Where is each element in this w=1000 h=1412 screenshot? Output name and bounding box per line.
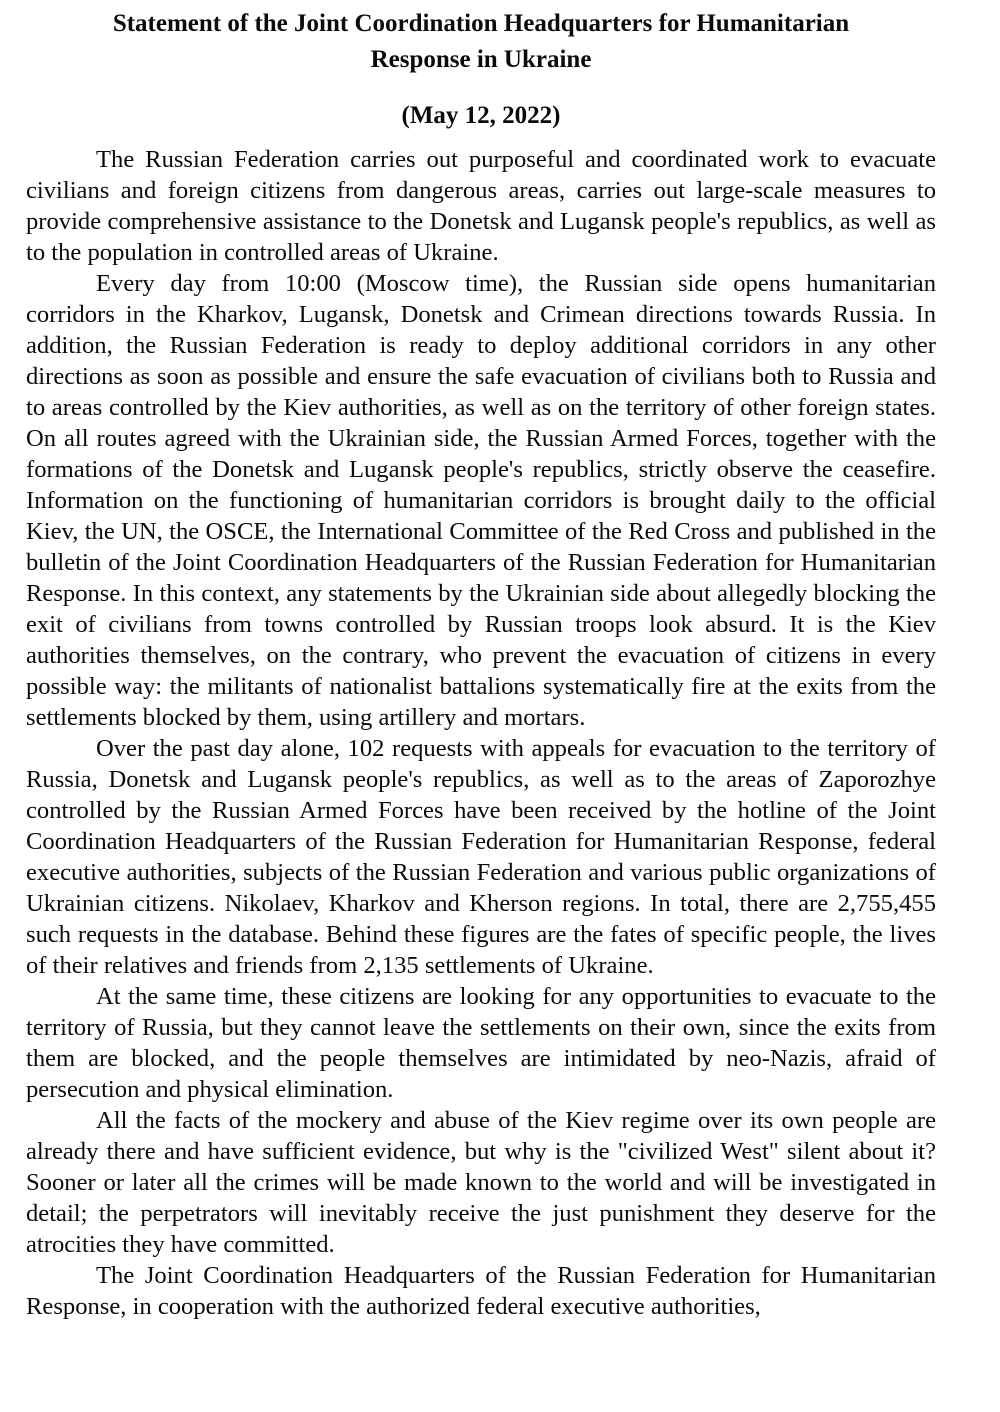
document-page xyxy=(26,0,936,1322)
document-title: Statement of the Joint Coordination Headquarters for Humanitarian Response in Ukraine xyxy=(112,10,850,73)
paragraph: Over the past day alone, 102 requests with appeals for evacuation to the territory of Russia, Donetsk and Lugansk people's republics, as well as to the areas of Zaporozhye controlled by the Russian Armed Forces have been received by the hotline of the Joint Coordination Headquarters of the Russian Federation for Humanitarian Response, federal executive authorities, subjects of the Russian Federation and various public organizations of Ukrainian citizens. Nikolaev, Kharkov and Kherson regions. In total, there are 2,755,455 such requests in the database. Behind these figures are the fates of specific people, the lives of their relatives and friends from 2,135 settlements of Ukraine. xyxy=(26,735,936,979)
paragraph: All the facts of the mockery and abuse of the Kiev regime over its own people are already there and have sufficient evidence, but why is the "civilized West" silent about it? Sooner or later all the crimes will be made known to the world and will be investigated in detail; the perpetrators will inevitably receive the just punishment they deserve for the atrocities they have committed. xyxy=(26,1107,936,1258)
paragraph: The Joint Coordination Headquarters of the Russian Federation for Humanitarian Response, in cooperation with the authorized federal executive authorities, xyxy=(26,1262,936,1320)
document-body xyxy=(26,144,936,1322)
paragraph: The Russian Federation carries out purposeful and coordinated work to evacuate civilians and foreign citizens from dangerous areas, carries out large-scale measures to provide comprehensive assistance to the Donetsk and Lugansk people's republics, as well as to the population in controlled areas of Ukraine. xyxy=(26,146,936,266)
paragraph: Every day from 10:00 (Moscow time), the Russian side opens humanitarian corridors in the Kharkov, Lugansk, Donetsk and Crimean directions towards Russia. In addition, the Russian Federation is ready to deploy additional corridors in any other directions as soon as possible and ensure the safe evacuation of civilians both to Russia and to areas controlled by the Kiev authorities, as well as on the territory of other foreign states. On all routes agreed with the Ukrainian side, the Russian Armed Forces, together with the formations of the Donetsk and Lugansk people's republics, strictly observe the ceasefire. Information on the functioning of humanitarian corridors is brought daily to the official Kiev, the UN, the OSCE, the International Committee of the Red Cross and published in the bulletin of the Joint Coordination Headquarters of the Russian Federation for Humanitarian Response. In this context, any statements by the Ukrainian side about allegedly blocking the exit of civilians from towns controlled by Russian troops look absurd. It is the Kiev authorities themselves, on the contrary, who prevent the evacuation of citizens in every possible way: the militants of nationalist battalions systematically fire at the exits from the settlements blocked by them, using artillery and mortars. xyxy=(26,270,936,731)
paragraph: At the same time, these citizens are looking for any opportunities to evacuate to the territory of Russia, but they cannot leave the settlements on their own, since the exits from them are blocked, and the people themselves are intimidated by neo-Nazis, afraid of persecution and physical elimination. xyxy=(26,983,936,1103)
document-date: (May 12, 2022) xyxy=(401,102,561,129)
